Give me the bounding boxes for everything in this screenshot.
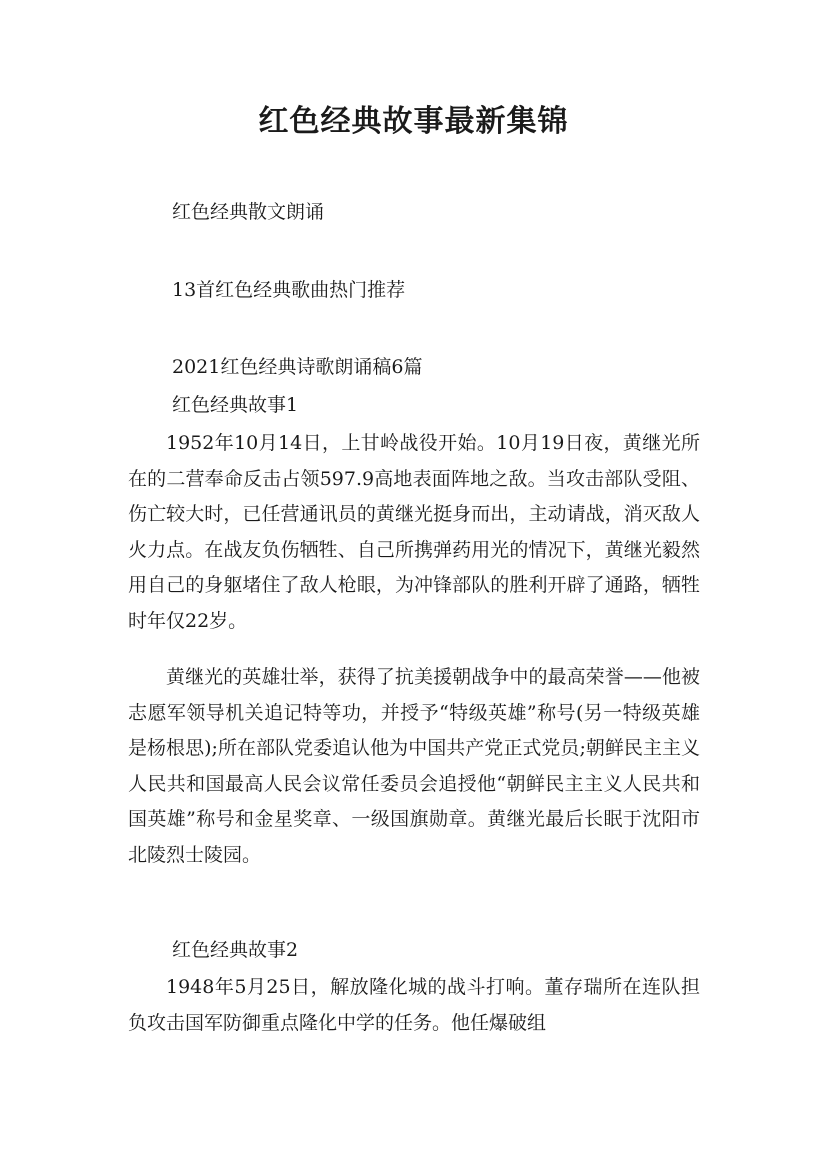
related-link-1[interactable]: 红色经典散文朗诵 (172, 201, 325, 223)
story1-paragraph-1: 1952年10月14日，上甘岭战役开始。10月19日夜，黄继光所在的二营奉命反击占领597.9高地表面阵地之敌。当攻击部队受阻、伤亡较大时，已任营通讯员的黄继光挺身而出，主动请战，消灭敌人火力点。在战友负伤牺牲、自己所携弹药用光的情况下，黄继光毅然用自己的身躯堵住了敌人枪眼，为冲锋部队的胜利开辟了通路，牺牲时年仅22岁。 (128, 432, 700, 632)
story1-heading: 红色经典故事1 (172, 394, 299, 416)
story1-paragraph-2: 黄继光的英雄壮举，获得了抗美援朝战争中的最高荣誉——他被志愿军领导机关追记特等功，并授予“特级英雄”称号(另一特级英雄是杨根思);所在部队党委追认他为中国共产党正式党员;朝鲜民主主义人民共和国最高人民会议常任委员会追授他“朝鲜民主主义人民共和国英雄”称号和金星奖章、一级国旗勋章。黄继光最后长眠于沈阳市北陵烈士陵园。 (128, 666, 700, 866)
document-title: 红色经典故事最新集锦 (258, 104, 569, 139)
story2-paragraph-1: 1948年5月25日，解放隆化城的战斗打响。董存瑞所在连队担负攻击国军防御重点隆化中学的任务。他任爆破组 (128, 976, 700, 1034)
related-link-2[interactable]: 13首红色经典歌曲热门推荐 (172, 279, 406, 301)
related-link-3[interactable]: 2021红色经典诗歌朗诵稿6篇 (172, 356, 423, 378)
story2-heading: 红色经典故事2 (172, 939, 299, 961)
